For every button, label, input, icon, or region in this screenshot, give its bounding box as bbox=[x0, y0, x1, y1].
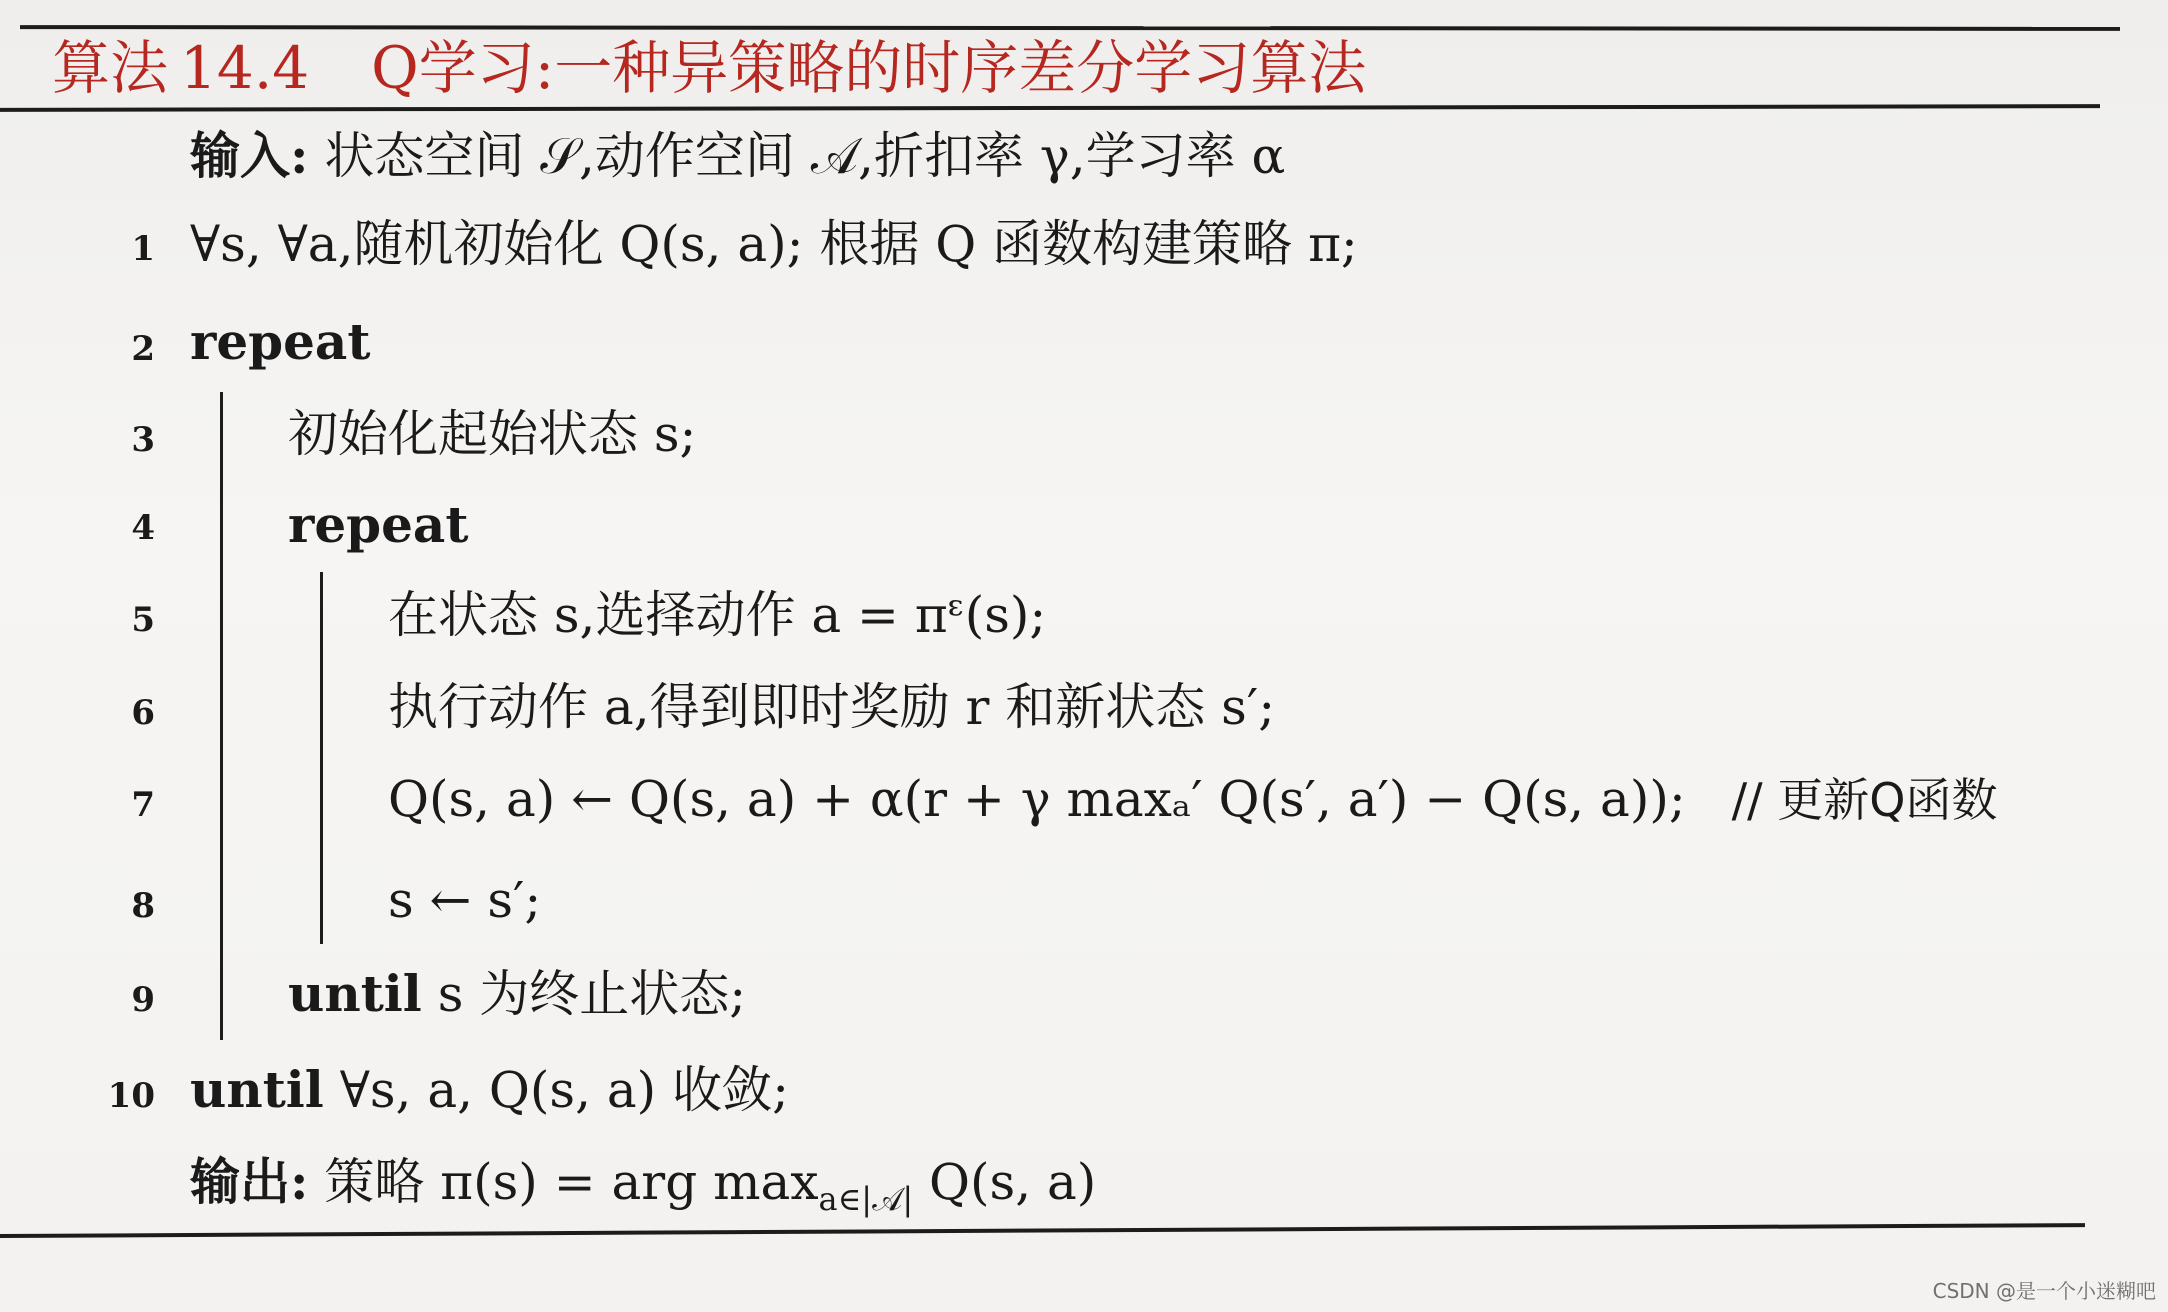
algorithm-line bbox=[190, 1060, 789, 1120]
algorithm-line: ∀s, ∀a,随机初始化 Q(s, a); 根据 Q 函数构建策略 π; bbox=[190, 215, 1358, 273]
input-line bbox=[190, 126, 1285, 186]
algorithm-line: s ← s′; bbox=[388, 871, 542, 929]
output-text: 策略 π(s) = arg max bbox=[324, 1153, 819, 1211]
until-keyword: until bbox=[288, 964, 422, 1023]
until-condition: s 为终止状态; bbox=[437, 965, 747, 1023]
line-number: 9 bbox=[131, 980, 155, 1020]
output-label: 输出: bbox=[190, 1152, 309, 1211]
repeat-keyword: repeat bbox=[288, 495, 469, 554]
output-tail: Q(s, a) bbox=[929, 1153, 1097, 1211]
line-number: 7 bbox=[131, 785, 155, 825]
line-number: 2 bbox=[131, 329, 155, 369]
title-text: Q学习:一种异策略的时序差分学习算法 bbox=[371, 34, 1367, 102]
title-underline-rule bbox=[0, 104, 2100, 112]
algorithm-line: 初始化起始状态 s; bbox=[288, 405, 697, 463]
output-subscript: a∈|𝒜| bbox=[818, 1180, 914, 1218]
update-comment: // 更新Q函数 bbox=[1731, 773, 1998, 827]
input-text: 状态空间 𝒮,动作空间 𝒜,折扣率 γ,学习率 α bbox=[324, 127, 1286, 185]
algorithm-line: 执行动作 a,得到即时奖励 r 和新状态 s′; bbox=[388, 678, 1276, 736]
algorithm-title bbox=[52, 34, 1366, 102]
line-number: 5 bbox=[131, 600, 155, 640]
algorithm-line: 在状态 s,选择动作 a = πᵋ(s); bbox=[388, 586, 1047, 644]
algorithm-line bbox=[288, 964, 746, 1024]
top-rule bbox=[20, 25, 2120, 31]
q-update-formula: Q(s, a) ← Q(s, a) + α(r + γ maxₐ′ Q(s′, a′) − Q(s, a)); bbox=[388, 770, 1686, 828]
line-number: 8 bbox=[131, 886, 155, 926]
inner-loop-bar bbox=[320, 572, 323, 944]
title-prefix: 算法 bbox=[52, 34, 169, 102]
outer-loop-bar bbox=[220, 392, 223, 1040]
repeat-keyword: repeat bbox=[190, 312, 371, 371]
line-number: 10 bbox=[107, 1076, 155, 1116]
line-number: 1 bbox=[131, 229, 155, 269]
watermark-text: CSDN @是一个小迷糊吧 bbox=[1932, 1279, 2156, 1303]
title-number: 14.4 bbox=[180, 34, 310, 102]
until-condition: ∀s, a, Q(s, a) 收敛; bbox=[339, 1061, 789, 1119]
line-number: 4 bbox=[131, 508, 155, 548]
line-number: 6 bbox=[131, 693, 155, 733]
line-number: 3 bbox=[131, 420, 155, 460]
output-line bbox=[190, 1152, 1096, 1229]
q-update-line bbox=[388, 769, 1997, 830]
input-label: 输入: bbox=[190, 126, 309, 185]
until-keyword: until bbox=[190, 1060, 324, 1119]
